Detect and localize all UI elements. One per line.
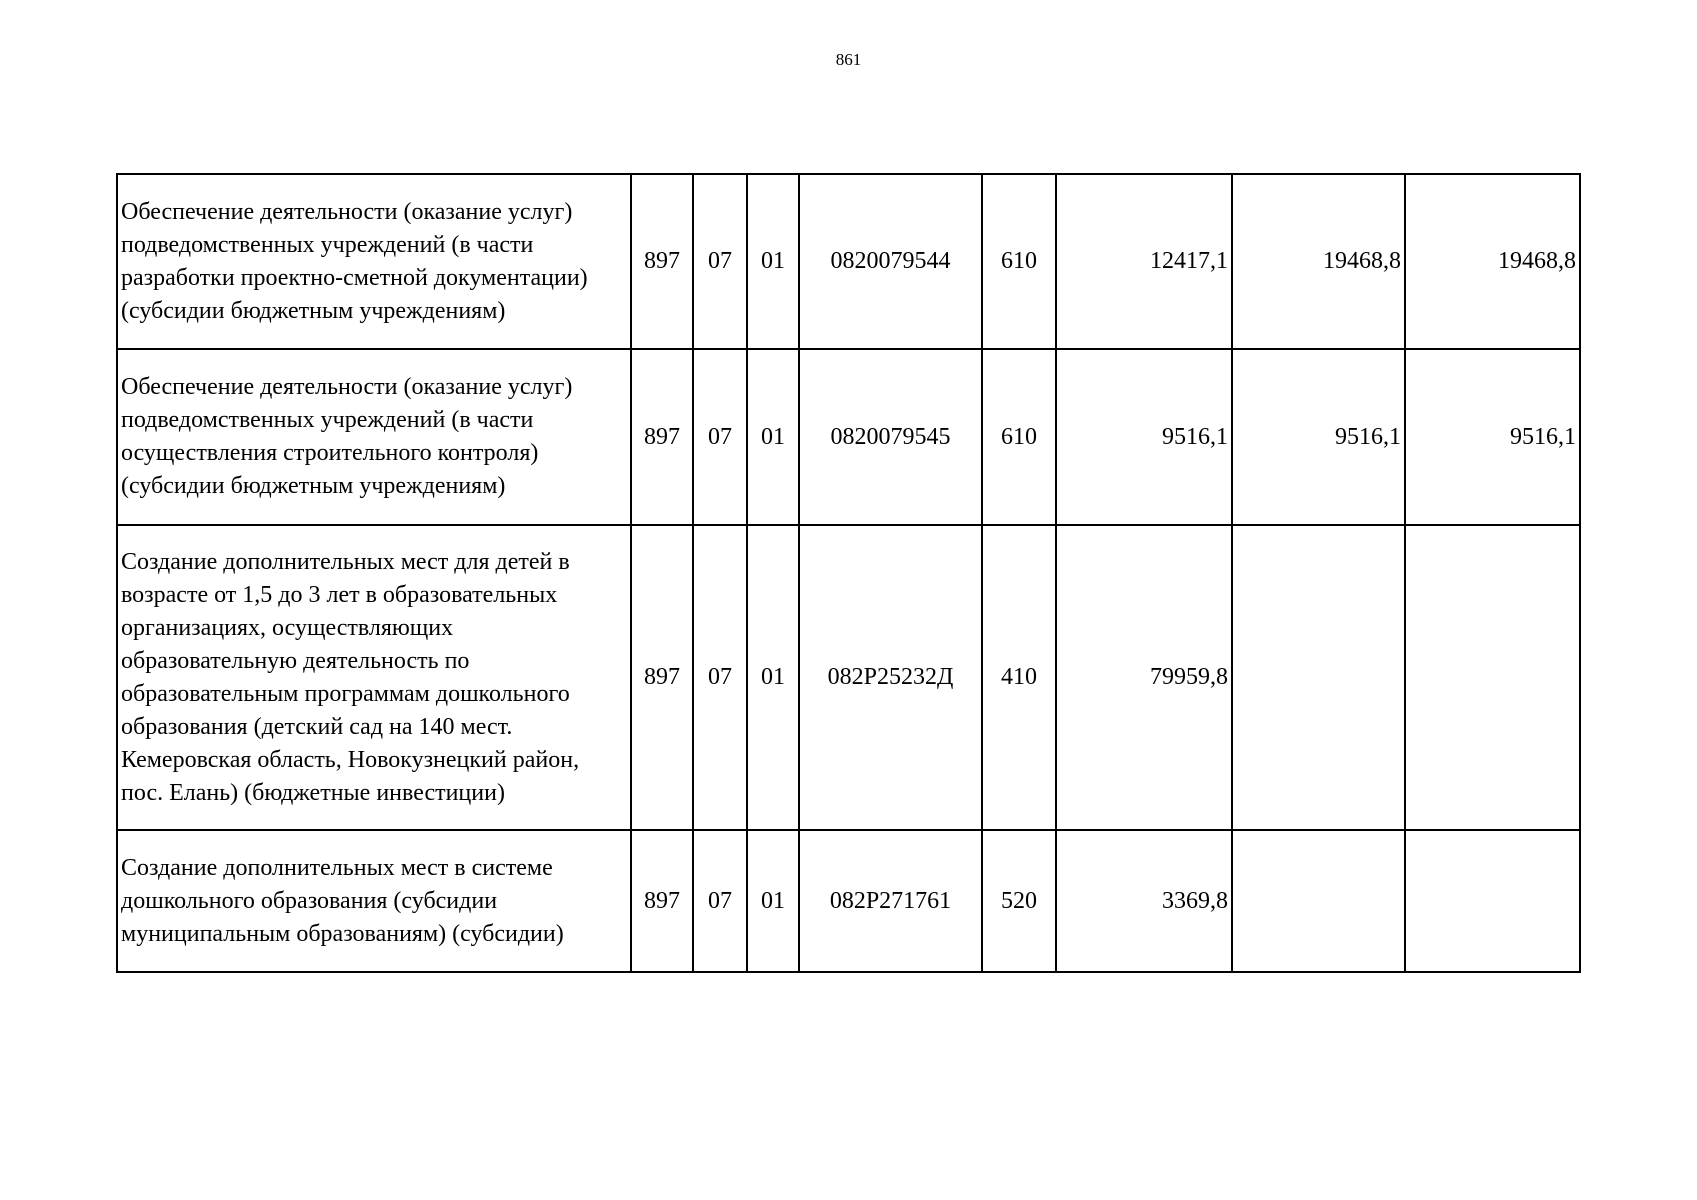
page-number: 861 (835, 50, 862, 69)
amount-3: 9516,1 (1405, 349, 1580, 525)
table-row (117, 525, 1580, 830)
budget-table (116, 173, 1581, 973)
section-code: 07 (693, 349, 747, 525)
amount-3: 19468,8 (1405, 174, 1580, 349)
amount-2 (1232, 830, 1405, 972)
target-article-code: 0820079545 (799, 349, 982, 525)
amount-3 (1405, 830, 1580, 972)
subsection-code: 01 (747, 525, 799, 830)
amount-2: 9516,1 (1232, 349, 1405, 525)
row-description: Обеспечение деятельности (оказание услуг) подведомственных учреждений (в части осуществления строительного контроля) (субсидии бюджетным учреждениям) (117, 349, 631, 525)
expense-type-code: 520 (982, 830, 1056, 972)
target-article-code: 082P271761 (799, 830, 982, 972)
section-code: 07 (693, 174, 747, 349)
table-row (117, 174, 1580, 349)
ministry-code: 897 (631, 830, 693, 972)
amount-2 (1232, 525, 1405, 830)
amount-3 (1405, 525, 1580, 830)
subsection-code: 01 (747, 349, 799, 525)
amount-1: 3369,8 (1056, 830, 1232, 972)
section-code: 07 (693, 525, 747, 830)
table-row (117, 349, 1580, 525)
target-article-code: 082P25232Д (799, 525, 982, 830)
expense-type-code: 610 (982, 174, 1056, 349)
amount-1: 79959,8 (1056, 525, 1232, 830)
amount-2: 19468,8 (1232, 174, 1405, 349)
expense-type-code: 610 (982, 349, 1056, 525)
ministry-code: 897 (631, 525, 693, 830)
subsection-code: 01 (747, 830, 799, 972)
row-description: Создание дополнительных мест в системе дошкольного образования (субсидии муниципальным образованиям) (субсидии) (117, 830, 631, 972)
row-description: Обеспечение деятельности (оказание услуг) подведомственных учреждений (в части разработки проектно-сметной документации) (субсидии бюджетным учреждениям) (117, 174, 631, 349)
amount-1: 12417,1 (1056, 174, 1232, 349)
expense-type-code: 410 (982, 525, 1056, 830)
target-article-code: 0820079544 (799, 174, 982, 349)
amount-1: 9516,1 (1056, 349, 1232, 525)
ministry-code: 897 (631, 174, 693, 349)
row-description: Создание дополнительных мест для детей в возрасте от 1,5 до 3 лет в образовательных организациях, осуществляющих образовательную деятельность по образовательным программам дошкольного образования (детский сад на 140 мест. Кемеровская область, Новокузнецкий район, пос. Елань) (бюджетные инвестиции) (117, 525, 631, 830)
ministry-code: 897 (631, 349, 693, 525)
table-row (117, 830, 1580, 972)
section-code: 07 (693, 830, 747, 972)
subsection-code: 01 (747, 174, 799, 349)
